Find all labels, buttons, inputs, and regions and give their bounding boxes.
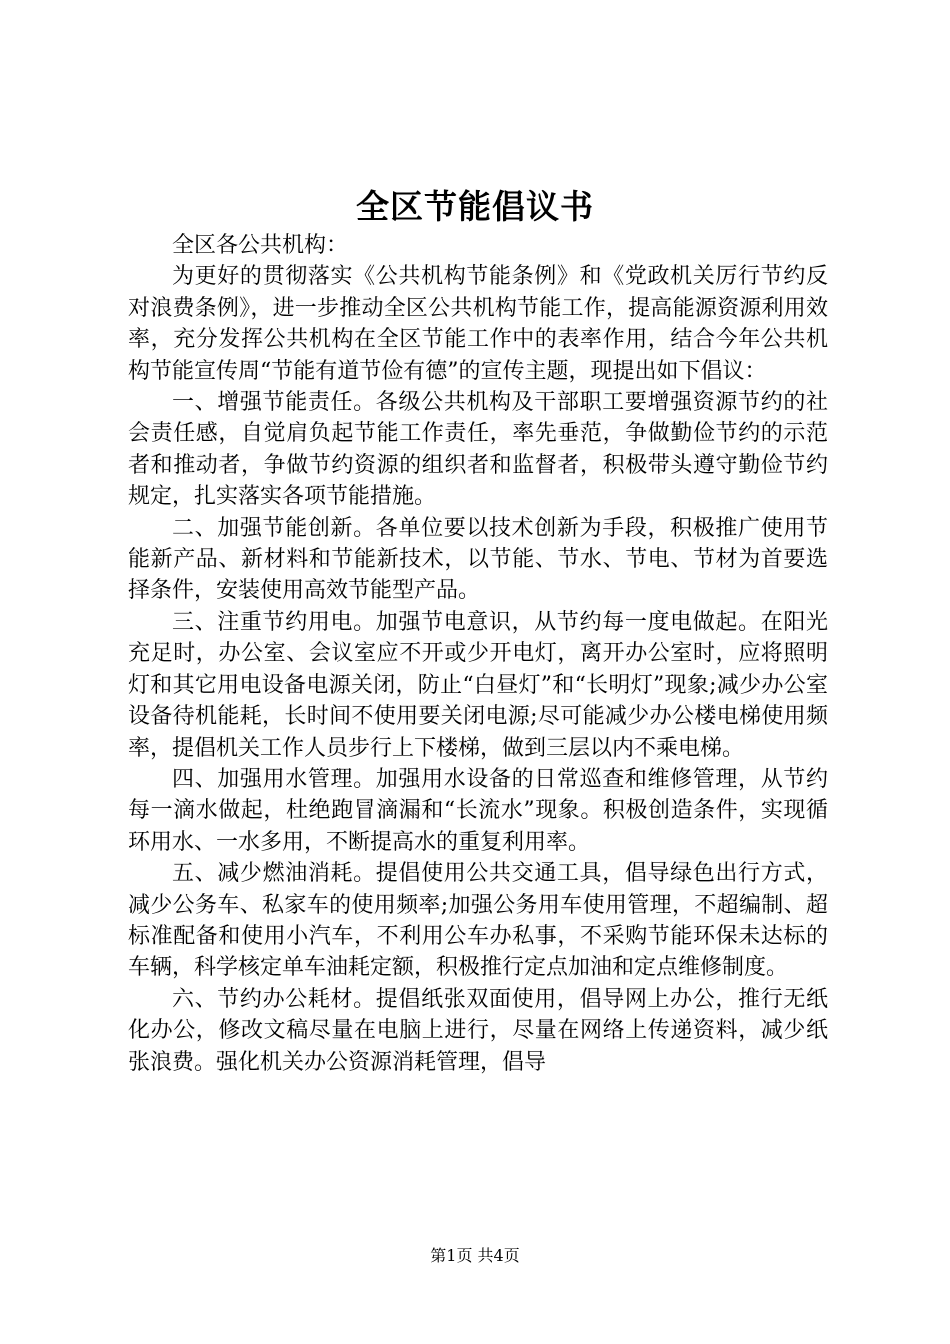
paragraph-intro: 为更好的贯彻落实《公共机构节能条例》和《党政机关厉行节约反对浪费条例》，进一步推动全区公共机构节能工作，提高能源资源利用效率，充分发挥公共机构在全区节能工作中的表率作用，结合今年公共机构节能宣传周“节能有道节俭有德”的宣传主题，现提出如下倡议： xyxy=(128,264,828,384)
paragraph-3: 三、注重节约用电。加强节电意识，从节约每一度电做起。在阳光充足时，办公室、会议室应不开或少开电灯，离开办公室时，应将照明灯和其它用电设备电源关闭，防止“白昼灯”和“长明灯”现象;减少办公室设备待机能耗，长时间不使用要关闭电源;尽可能减少办公楼电梯使用频率，提倡机关工作人员步行上下楼梯，做到三层以内不乘电梯。 xyxy=(128,609,828,761)
document-body xyxy=(128,230,828,1078)
paragraph-1: 一、增强节能责任。各级公共机构及干部职工要增强资源节约的社会责任感，自觉肩负起节能工作责任，率先垂范，争做勤俭节约的示范者和推动者，争做节约资源的组织者和监督者，积极带头遵守勤俭节约规定，扎实落实各项节能措施。 xyxy=(128,390,828,510)
page-footer: 第1页 共4页 xyxy=(430,1246,520,1265)
paragraph-6: 六、节约办公耗材。提倡纸张双面使用，倡导网上办公，推行无纸化办公，修改文稿尽量在电脑上进行，尽量在网络上传递资料，减少纸张浪费。强化机关办公资源消耗管理，倡导 xyxy=(128,986,828,1075)
paragraph-2: 二、加强节能创新。各单位要以技术创新为手段，积极推广使用节能新产品、新材料和节能新技术，以节能、节水、节电、节材为首要选择条件，安装使用高效节能型产品。 xyxy=(128,515,828,604)
paragraph-5: 五、减少燃油消耗。提倡使用公共交通工具，倡导绿色出行方式，减少公务车、私家车的使用频率;加强公务用车使用管理，不超编制、超标准配备和使用小汽车，不利用公车办私事，不采购节能环保未达标的车辆，科学核定单车油耗定额，积极推行定点加油和定点维修制度。 xyxy=(128,861,828,981)
paragraph-4: 四、加强用水管理。加强用水设备的日常巡查和维修管理，从节约每一滴水做起，杜绝跑冒滴漏和“长流水”现象。积极创造条件，实现循环用水、一水多用，不断提高水的重复利用率。 xyxy=(128,766,828,855)
document-title: 全区节能倡议书 xyxy=(356,187,594,226)
salutation: 全区各公共机构： xyxy=(172,233,349,258)
